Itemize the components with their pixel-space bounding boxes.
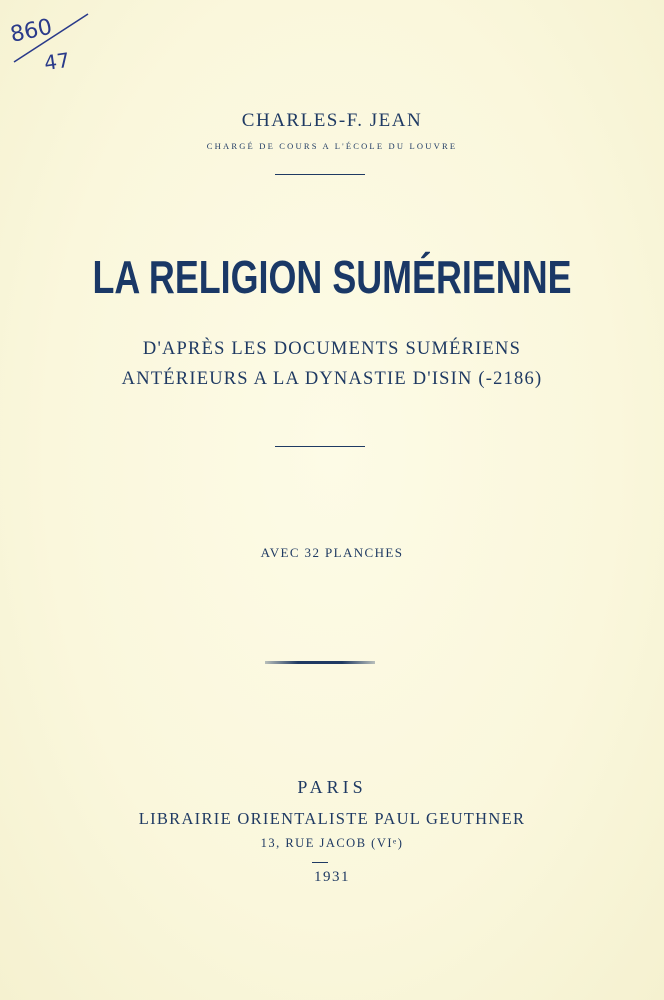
book-title: LA RELIGION SUMÉRIENNE: [92, 251, 572, 303]
divider-rule: [275, 174, 365, 175]
imprint-publisher: LIBRAIRIE ORIENTALISTE PAUL GEUTHNER: [138, 809, 526, 828]
ornamental-rule: [265, 661, 375, 664]
shelfmark-top: 860: [8, 14, 55, 48]
plates-note: AVEC 32 PLANCHES: [260, 545, 404, 560]
subtitle-line-2: ANTÉRIEURS A LA DYNASTIE D'ISIN (-2186): [121, 369, 543, 389]
author-name: CHARLES-F. JEAN: [241, 110, 423, 131]
shelfmark-bottom: 47: [42, 47, 72, 76]
imprint-address: 13, RUE JACOB (VIᵉ): [260, 836, 404, 850]
author-position: CHARGÉ DE COURS A L'ÉCOLE DU LOUVRE: [206, 141, 458, 151]
imprint-city: PARIS: [297, 777, 367, 797]
handwritten-shelfmark: [0, 0, 110, 80]
divider-rule: [312, 862, 328, 863]
subtitle-line-1: D'APRÈS LES DOCUMENTS SUMÉRIENS: [142, 339, 522, 359]
divider-rule: [275, 446, 365, 447]
imprint-year: 1931: [314, 869, 350, 885]
